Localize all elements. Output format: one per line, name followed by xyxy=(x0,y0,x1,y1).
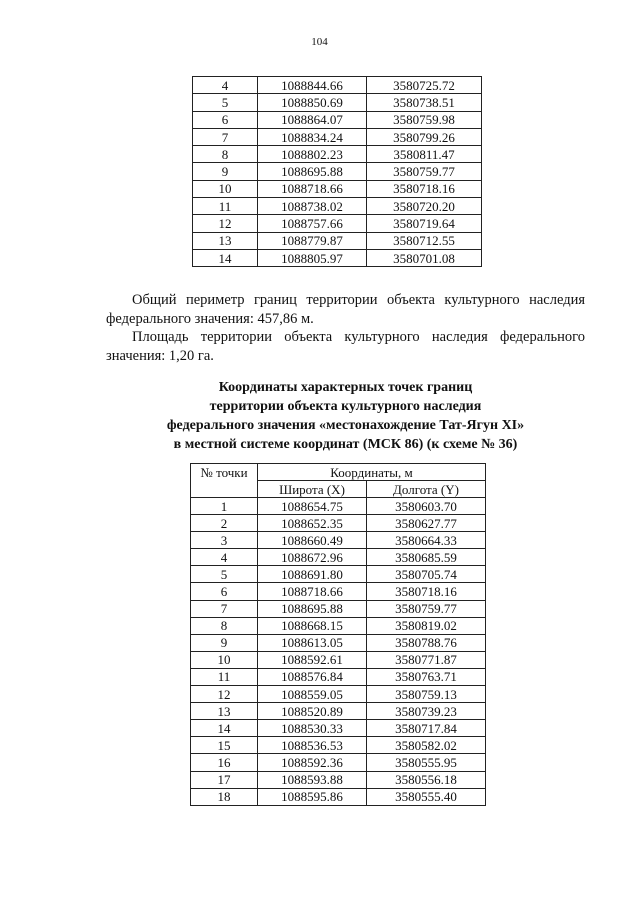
longitude-cell: 3580799.26 xyxy=(367,128,482,145)
longitude-cell: 3580819.02 xyxy=(367,617,486,634)
point-number-cell: 9 xyxy=(191,634,258,651)
latitude-cell: 1088672.96 xyxy=(258,549,367,566)
point-number-cell: 6 xyxy=(193,111,258,128)
heading-line: Координаты характерных точек границ xyxy=(218,380,473,395)
latitude-cell: 1088691.80 xyxy=(258,566,367,583)
table-row xyxy=(191,754,486,771)
latitude-cell: 1088695.88 xyxy=(258,600,367,617)
point-number-cell: 3 xyxy=(191,532,258,549)
longitude-cell: 3580763.71 xyxy=(367,668,486,685)
table-row xyxy=(191,566,486,583)
header-latitude: Широта (X) xyxy=(258,481,367,498)
table-row xyxy=(191,668,486,685)
latitude-cell: 1088595.86 xyxy=(258,788,367,805)
longitude-cell: 3580555.95 xyxy=(367,754,486,771)
latitude-cell: 1088850.69 xyxy=(258,94,367,111)
latitude-cell: 1088738.02 xyxy=(258,198,367,215)
point-number-cell: 15 xyxy=(191,737,258,754)
section-heading xyxy=(106,378,585,454)
table-body xyxy=(193,77,482,267)
table-row xyxy=(193,146,482,163)
latitude-cell: 1088757.66 xyxy=(258,215,367,232)
latitude-cell: 1088652.35 xyxy=(258,515,367,532)
point-number-cell: 4 xyxy=(191,549,258,566)
latitude-cell: 1088718.66 xyxy=(258,180,367,197)
latitude-cell: 1088520.89 xyxy=(258,703,367,720)
latitude-cell: 1088695.88 xyxy=(258,163,367,180)
table-row xyxy=(193,232,482,249)
table-row xyxy=(193,163,482,180)
longitude-cell: 3580739.23 xyxy=(367,703,486,720)
table-row xyxy=(191,634,486,651)
header-point-number: № точки xyxy=(191,464,258,498)
table-row xyxy=(191,788,486,805)
latitude-cell: 1088668.15 xyxy=(258,617,367,634)
point-number-cell: 1 xyxy=(191,498,258,515)
point-number-cell: 8 xyxy=(193,146,258,163)
longitude-cell: 3580556.18 xyxy=(367,771,486,788)
point-number-cell: 12 xyxy=(193,215,258,232)
heading-line: федерального значения «местонахождение Тат-Ягун XI» xyxy=(166,418,525,433)
point-number-cell: 13 xyxy=(191,703,258,720)
point-number-cell: 11 xyxy=(191,668,258,685)
table-row xyxy=(191,703,486,720)
point-number-cell: 5 xyxy=(193,94,258,111)
table-row xyxy=(193,198,482,215)
latitude-cell: 1088844.66 xyxy=(258,77,367,94)
latitude-cell: 1088530.33 xyxy=(258,720,367,737)
table-row xyxy=(193,111,482,128)
longitude-cell: 3580712.55 xyxy=(367,232,482,249)
longitude-cell: 3580759.77 xyxy=(367,600,486,617)
table-row xyxy=(191,720,486,737)
table-row xyxy=(191,617,486,634)
perimeter-text: Общий периметр границ территории объекта культурного наследия федерального значения: 457,86 м. xyxy=(106,292,585,327)
point-number-cell: 16 xyxy=(191,754,258,771)
point-number-cell: 18 xyxy=(191,788,258,805)
coordinates-table-continued xyxy=(192,76,482,267)
table-row xyxy=(191,498,486,515)
table-row xyxy=(191,651,486,668)
longitude-cell: 3580582.02 xyxy=(367,737,486,754)
latitude-cell: 1088592.61 xyxy=(258,651,367,668)
heading-line: территории объекта культурного наследия xyxy=(209,399,482,414)
latitude-cell: 1088593.88 xyxy=(258,771,367,788)
longitude-cell: 3580717.84 xyxy=(367,720,486,737)
latitude-cell: 1088718.66 xyxy=(258,583,367,600)
latitude-cell: 1088613.05 xyxy=(258,634,367,651)
table-row xyxy=(191,737,486,754)
latitude-cell: 1088864.07 xyxy=(258,111,367,128)
longitude-cell: 3580555.40 xyxy=(367,788,486,805)
header-coordinates: Координаты, м xyxy=(258,464,486,481)
point-number-cell: 10 xyxy=(193,180,258,197)
longitude-cell: 3580771.87 xyxy=(367,651,486,668)
longitude-cell: 3580788.76 xyxy=(367,634,486,651)
table-row xyxy=(191,515,486,532)
table-row xyxy=(193,215,482,232)
latitude-cell: 1088834.24 xyxy=(258,128,367,145)
latitude-cell: 1088576.84 xyxy=(258,668,367,685)
point-number-cell: 17 xyxy=(191,771,258,788)
point-number-cell: 9 xyxy=(193,163,258,180)
longitude-cell: 3580759.13 xyxy=(367,686,486,703)
point-number-cell: 7 xyxy=(191,600,258,617)
point-number-cell: 14 xyxy=(193,249,258,266)
longitude-cell: 3580603.70 xyxy=(367,498,486,515)
latitude-cell: 1088660.49 xyxy=(258,532,367,549)
table-row xyxy=(191,532,486,549)
heading-line: в местной системе координат (МСК 86) (к схеме № 36) xyxy=(173,437,518,452)
latitude-cell: 1088805.97 xyxy=(258,249,367,266)
point-number-cell: 12 xyxy=(191,686,258,703)
longitude-cell: 3580719.64 xyxy=(367,215,482,232)
table-row xyxy=(191,686,486,703)
table-row xyxy=(193,128,482,145)
perimeter-paragraph xyxy=(106,291,585,329)
table-row xyxy=(193,249,482,266)
latitude-cell: 1088592.36 xyxy=(258,754,367,771)
page-number: 104 xyxy=(311,36,328,48)
point-number-cell: 11 xyxy=(193,198,258,215)
table-row xyxy=(191,600,486,617)
point-number-cell: 6 xyxy=(191,583,258,600)
table-body xyxy=(191,498,486,806)
table-row xyxy=(191,583,486,600)
point-number-cell: 14 xyxy=(191,720,258,737)
longitude-cell: 3580738.51 xyxy=(367,94,482,111)
table-row xyxy=(193,180,482,197)
latitude-cell: 1088536.53 xyxy=(258,737,367,754)
point-number-cell: 4 xyxy=(193,77,258,94)
latitude-cell: 1088779.87 xyxy=(258,232,367,249)
point-number-cell: 8 xyxy=(191,617,258,634)
point-number-cell: 10 xyxy=(191,651,258,668)
point-number-cell: 13 xyxy=(193,232,258,249)
table-row xyxy=(191,771,486,788)
area-paragraph xyxy=(106,328,585,366)
table-row xyxy=(191,549,486,566)
table-header xyxy=(191,464,486,498)
coordinates-table xyxy=(190,463,486,806)
latitude-cell: 1088802.23 xyxy=(258,146,367,163)
longitude-cell: 3580705.74 xyxy=(367,566,486,583)
area-text: Площадь территории объекта культурного наследия федерального значения: 1,20 га. xyxy=(106,329,585,364)
longitude-cell: 3580701.08 xyxy=(367,249,482,266)
table-row xyxy=(193,94,482,111)
header-longitude: Долгота (Y) xyxy=(367,481,486,498)
longitude-cell: 3580759.98 xyxy=(367,111,482,128)
longitude-cell: 3580664.33 xyxy=(367,532,486,549)
latitude-cell: 1088654.75 xyxy=(258,498,367,515)
longitude-cell: 3580627.77 xyxy=(367,515,486,532)
point-number-cell: 7 xyxy=(193,128,258,145)
longitude-cell: 3580718.16 xyxy=(367,583,486,600)
longitude-cell: 3580685.59 xyxy=(367,549,486,566)
longitude-cell: 3580811.47 xyxy=(367,146,482,163)
longitude-cell: 3580725.72 xyxy=(367,77,482,94)
longitude-cell: 3580718.16 xyxy=(367,180,482,197)
latitude-cell: 1088559.05 xyxy=(258,686,367,703)
point-number-cell: 5 xyxy=(191,566,258,583)
point-number-cell: 2 xyxy=(191,515,258,532)
longitude-cell: 3580720.20 xyxy=(367,198,482,215)
table-row xyxy=(193,77,482,94)
longitude-cell: 3580759.77 xyxy=(367,163,482,180)
